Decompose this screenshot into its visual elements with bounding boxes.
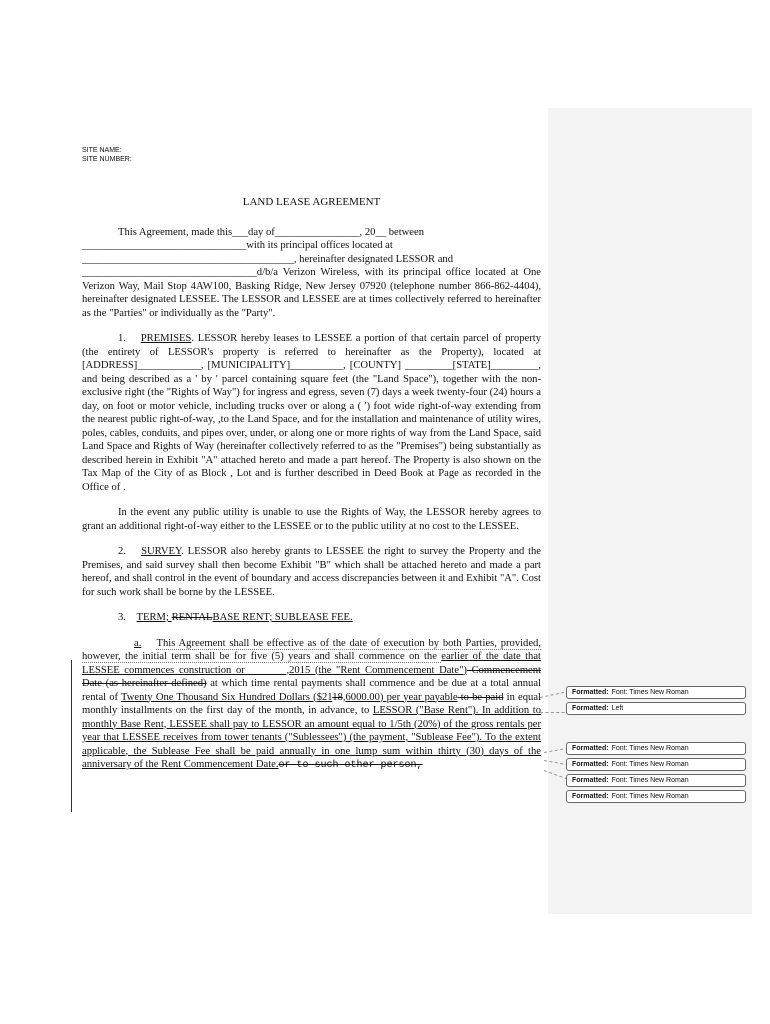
term-paragraph: a. This Agreement shall be effective as of the date of execution by both Parties, provided, however, the initial term shall be for five (5) years and shall commence on the earlier of the date that LESSEE commences construction or _______,2015 (the "Rent Commencement Date") Commencement Date (as hereinafter defined) at which time rental payments shall commence and be due at a total annual rental of Twenty One Thousand Six Hundred Dollars ($2118,6000.00) per year payable to be paid in equal monthly installments on the first day of the month, in advance, to LESSOR ("Base Rent"). In addition to monthly Base Rent, LESSEE shall pay to LESSOR an amount equal to 1/5th (20%) of the gross rentals per year that LESSEE receives from tower tenants ("Sublessees") (the payment, "Sublease Fee"). To the extent applicable, the Sublease Fee shall be paid annually in one lump sum within thirty (30) days of the anniversary of the Rent Commencement Date.or to such other person, xyxy=(82,637,542,771)
site-info xyxy=(82,146,132,164)
deleted-text: RENTAL xyxy=(171,612,213,623)
intro-line-1: This Agreement, made this___day of________________, 20__ between xyxy=(118,226,424,238)
section-heading: SURVEY xyxy=(141,546,182,557)
survey-paragraph xyxy=(82,545,541,599)
intro-line-4: _________________________________d/b/a Verizon Wireless, with its principal office located at One Verizon Way, Mail Stop 4AW100, Basking Ridge, New Jersey 07920 (telephone number 866-862-4404), hereinafter designated LESSEE. The LESSOR and LESSEE are at times collectively referred to hereinafter as the "Parties" or individually as the "Party". xyxy=(82,267,541,319)
change-bar xyxy=(71,660,72,812)
deleted-text: or to such other person, xyxy=(278,760,423,771)
deleted-text: 18 xyxy=(332,691,343,703)
inserted-text: Twenty One Thousand Six Hundred xyxy=(121,691,276,703)
site-name-label: SITE NAME: xyxy=(82,147,122,154)
format-comment[interactable]: Formatted: Font: Times New Roman xyxy=(566,758,746,771)
term-heading: 3. TERM; RENTALBASE RENT; SUBLEASE FEE. xyxy=(118,612,353,623)
intro-paragraph xyxy=(82,226,541,321)
document-body xyxy=(82,196,541,785)
site-number-label: SITE NUMBER: xyxy=(82,156,132,163)
survey-text: . LESSOR also hereby grants to LESSEE the right to survey the Property and the Premises, and said survey shall then become Exhibit "B" which shall be attached hereto and made a part hereof, and shall control in the event of boundary and access discrepancies between it and Exhibit "A". Cost for such work shall be borne by the LESSEE. xyxy=(82,546,542,598)
inserted-text: 000.00) per year payable xyxy=(350,691,458,703)
format-comment[interactable]: Formatted: Font: Times New Roman xyxy=(566,686,746,699)
subsection-marker: a. xyxy=(134,637,142,649)
comment-group-1 xyxy=(566,686,746,718)
comment-group-2 xyxy=(566,742,746,806)
premises-paragraph xyxy=(82,332,541,494)
section-number: 2. xyxy=(118,546,126,557)
document-title: LAND LEASE AGREEMENT xyxy=(242,196,381,208)
utility-paragraph: In the event any public utility is unable to use the Rights of Way, the LESSOR hereby agrees to grant an additional right-of-way either to the LESSEE or to the public utility at no cost to the LESSEE. xyxy=(82,507,541,532)
section-heading: PREMISES xyxy=(140,333,192,344)
intro-line-2: _______________________________with its principal offices located at xyxy=(82,240,393,251)
inserted-text: BASE RENT; SUBLEASE FEE. xyxy=(212,612,353,623)
inserted-text: LESSOR ("Base Rent"). In addition to monthly Base Rent, LESSEE shall pay to LESSOR an amount equal to 1/5th (20%) of the gross rentals per year that LESSEE receives from tower tenants ("Sublessees") (the payment, "Sublease Fee"). To the extent applicable, the Sublease Fee shall be paid annually in one lump sum within thirty (30) days of the anniversary of the Rent Commencement Date. xyxy=(82,705,541,770)
intro-line-3: ________________________________________, hereinafter designated LESSOR and xyxy=(82,253,454,265)
section-number: 1. xyxy=(118,333,126,344)
format-comment[interactable]: Formatted: Font: Times New Roman xyxy=(566,742,746,755)
format-comment[interactable]: Formatted: Font: Times New Roman xyxy=(566,790,746,803)
premises-text: . LESSOR hereby leases to LESSEE a portion of that certain parcel of property (the entirety of LESSOR's property is referred to hereinafter as the Property), located at [ADDRESS]____________, [MUNICIPALITY]__________, [COUNTY] _________[STATE]_________, and being described as a ' by ' parcel containing square feet (the "Land Space"), together with the non-exclusive right (the "Rights of Way") for ingress and egress, seven (7) days a week twenty-four (24) hours a day, on foot or motor vehicle, including trucks over or along a ( ') foot wide right-of-way extending from the nearest public right-of-way, ,to the Land Space, and for the installation and maintenance of utility wires, poles, cables, conduits, and pipes over, under, or along one or more rights of way from the Land Space, said Land Space and Rights of Way (hereinafter collectively referred to as the "Premises") being substantially as described herein in Exhibit "A" attached hereto and made a part hereof. The Property is also shown on the Tax Map of the City of as Block , Lot and is further described in Deed Book at Page as recorded in the Office of . xyxy=(82,333,541,493)
deleted-text: Commencement Date (as hereinafter defined) xyxy=(82,664,541,689)
format-comment[interactable]: Formatted: Left xyxy=(566,702,746,715)
format-comment[interactable]: Formatted: Font: Times New Roman xyxy=(566,774,746,787)
inserted-text: earlier of the date that LESSEE commences construction or _______,2015 (the "Rent Commencement Date") xyxy=(82,651,541,676)
deleted-text: to be paid xyxy=(457,691,504,703)
section-number: 3. xyxy=(118,612,126,623)
